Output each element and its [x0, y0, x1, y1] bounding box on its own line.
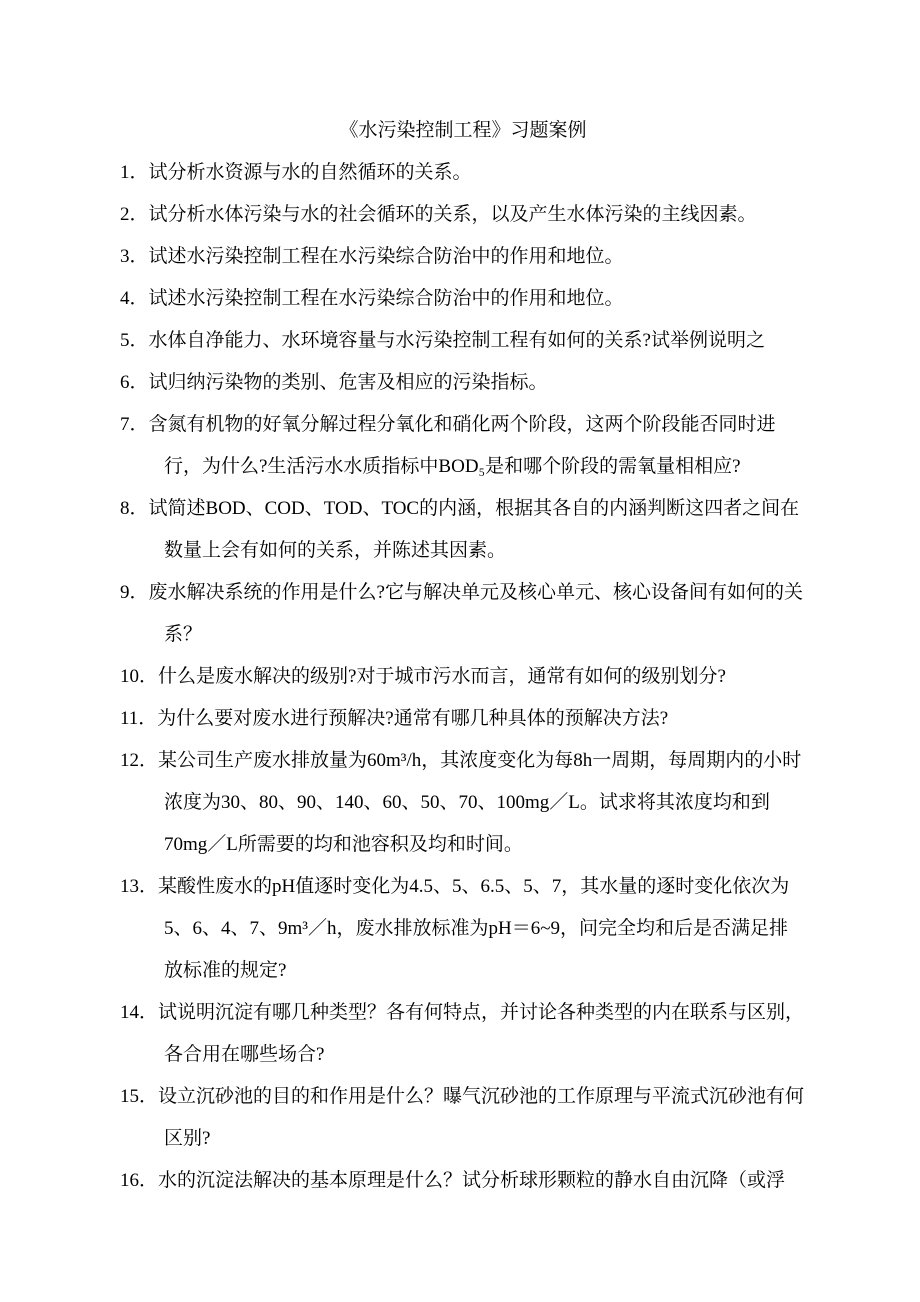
item-text: 试述水污染控制工程在水污染综合防治中的作用和地位。	[148, 288, 624, 309]
document-title: 《水污染控制工程》习题案例	[339, 120, 587, 141]
question-item-14	[120, 992, 806, 1076]
item-number: 10．	[120, 666, 159, 687]
question-item-12	[120, 740, 806, 866]
question-item-7	[120, 404, 806, 488]
item-number: 15．	[120, 1086, 159, 1107]
item-number: 7．	[120, 414, 149, 435]
question-item-9	[120, 572, 806, 656]
item-text: 设立沉砂池的目的和作用是什么？曝气沉砂池的工作原理与平流式沉砂池有何区别?	[158, 1086, 805, 1149]
item-text: 试简述BOD、COD、TOD、TOC的内涵，根据其各自的内涵判断这四者之间在数量上会有如何的关系，并陈述其因素。	[148, 498, 800, 561]
item-number: 16．	[120, 1170, 159, 1191]
item-text: 为什么要对废水进行预解决?通常有哪几种具体的预解决方法?	[157, 708, 669, 729]
item-number: 6．	[120, 372, 149, 393]
item-text: 试说明沉淀有哪几种类型？各有何特点，并讨论各种类型的内在联系与区别，各合用在哪些场合?	[158, 1002, 805, 1065]
question-item-1	[120, 152, 806, 194]
question-item-16	[120, 1160, 806, 1202]
item-text: 废水解决系统的作用是什么?它与解决单元及核心单元、核心设备间有如何的关系？	[148, 582, 803, 645]
item-text: 水体自净能力、水环境容量与水污染控制工程有如何的关系?试举例说明之	[148, 330, 765, 351]
item-number: 2．	[120, 204, 149, 225]
question-item-6	[120, 362, 806, 404]
item-number: 9．	[120, 582, 149, 603]
question-item-11	[120, 698, 806, 740]
item-number: 12．	[120, 750, 159, 771]
question-item-4	[120, 278, 806, 320]
item-text: 试分析水资源与水的自然循环的关系。	[148, 162, 472, 183]
question-item-2	[120, 194, 806, 236]
item-text: 水的沉淀法解决的基本原理是什么？试分析球形颗粒的静水自由沉降（或浮	[158, 1170, 786, 1191]
question-list	[120, 152, 806, 1202]
item-text: 某公司生产废水排放量为60m³/h，其浓度变化为每8h一周期，每周期内的小时浓度为30、80、90、140、60、50、70、100mg／L。试求将其浓度均和到70mg／L所需要的均和池容积及均和时间。	[158, 750, 802, 855]
question-item-5	[120, 320, 806, 362]
item-text: 某酸性废水的pH值逐时变化为4.5、5、6.5、5、7，其水量的逐时变化依次为5、6、4、7、9m³／h，废水排放标准为pH＝6~9，问完全均和后是否满足排放标准的规定?	[158, 876, 790, 981]
item-number: 3．	[120, 246, 149, 267]
question-item-8	[120, 488, 806, 572]
item-number: 13．	[120, 876, 159, 897]
item-text: 试分析水体污染与水的社会循环的关系，以及产生水体污染的主线因素。	[148, 204, 757, 225]
question-item-13	[120, 866, 806, 992]
item-number: 14．	[120, 1002, 159, 1023]
item-text: 试述水污染控制工程在水污染综合防治中的作用和地位。	[148, 246, 624, 267]
item-number: 8．	[120, 498, 149, 519]
question-item-3	[120, 236, 806, 278]
item-text: 什么是废水解决的级别?对于城市污水而言，通常有如何的级别划分?	[158, 666, 726, 687]
item-number: 4．	[120, 288, 149, 309]
item-text: 试归纳污染物的类别、危害及相应的污染指标。	[148, 372, 548, 393]
question-item-15	[120, 1076, 806, 1160]
question-item-10	[120, 656, 806, 698]
item-number: 1．	[120, 162, 149, 183]
item-number: 5．	[120, 330, 149, 351]
item-text: 含氮有机物的好氧分解过程分氧化和硝化两个阶段，这两个阶段能否同时进行，为什么?生活污水水质指标中BOD₅是和哪个阶段的需氧量相相应?	[148, 414, 776, 477]
item-number: 11．	[120, 708, 158, 729]
